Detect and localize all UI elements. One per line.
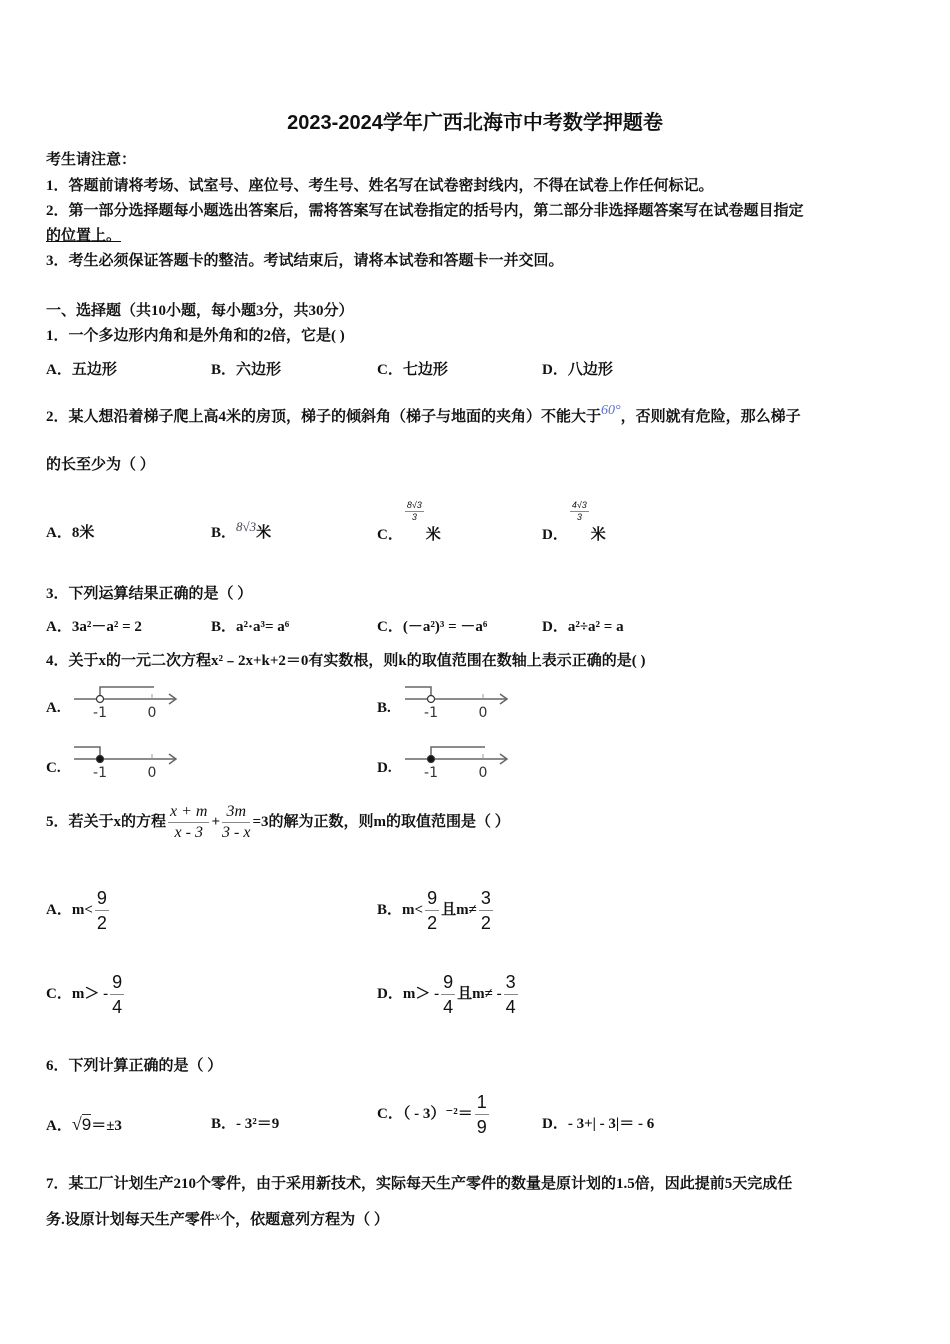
- numerator: 9: [110, 970, 124, 995]
- option-text: 且m≠: [441, 901, 477, 918]
- denominator: 2: [96, 913, 107, 933]
- range-bracket: [74, 747, 100, 759]
- q5-option-c: [46, 970, 126, 1019]
- option-label: A．: [46, 525, 72, 541]
- q3-option-b: B．a²·a³= a⁶: [211, 619, 290, 635]
- open-point: [428, 696, 435, 703]
- q4-stem: 4．关于x的一元二次方程x²﹣2x+k+2＝0有实数根，则k的取值范围在数轴上表示正确的是( ): [46, 653, 646, 669]
- option-label: B．: [211, 525, 237, 541]
- fraction: [95, 886, 109, 935]
- tick-label: -1: [93, 705, 107, 721]
- open-point: [97, 696, 104, 703]
- denominator: 9: [476, 1117, 487, 1137]
- q2-option-d: [542, 500, 606, 543]
- fraction-3m: [222, 802, 250, 843]
- number-line: [72, 683, 182, 723]
- number-line: [403, 683, 513, 723]
- numerator: 1: [475, 1090, 489, 1115]
- q7-text: 个，依题意列方程为（ ）: [220, 1212, 389, 1228]
- tick-label: 0: [147, 705, 157, 721]
- fraction: [504, 970, 518, 1019]
- section-heading: 一、选择题（共10小题，每小题3分，共30分）: [46, 303, 354, 319]
- unit: 米: [425, 527, 441, 543]
- q2-stem-a: 2．某人想沿着梯子爬上高4米的房顶，梯子的倾斜角（梯子与地面的夹角）不能大于: [46, 409, 602, 425]
- numerator: 8√3: [406, 500, 422, 510]
- numerator: 3: [479, 886, 493, 911]
- q1-option-d: D．八边形: [542, 362, 613, 378]
- closed-point: [428, 756, 435, 763]
- fraction: [570, 500, 589, 523]
- numerator: 9: [441, 970, 455, 995]
- q5-option-a: [46, 886, 111, 935]
- tick-label: -1: [424, 705, 438, 721]
- denominator: 4: [443, 997, 454, 1017]
- notice-item: 1．答题前请将考场、试室号、座位号、考生号、姓名写在试卷密封线内，不得在试卷上作任何标记。: [46, 178, 714, 194]
- q2-stem-b: ，否则就有危险，那么梯子: [620, 409, 801, 425]
- q1-option-b: B．六边形: [211, 362, 282, 378]
- denominator: 4: [505, 997, 516, 1017]
- tick-label: 0: [478, 765, 488, 781]
- numerator: 3m: [222, 802, 250, 823]
- closed-point: [97, 756, 104, 763]
- range-bracket: [405, 687, 431, 699]
- denominator: 3: [411, 512, 417, 522]
- q6-option-a: [46, 1114, 122, 1136]
- q1-option-c: C．七边形: [377, 362, 448, 378]
- numerator: 4√3: [571, 500, 587, 510]
- sqrt-icon: √: [71, 1114, 82, 1134]
- math-8sqrt3: 8√3: [236, 519, 257, 534]
- q3-option-a: A．3a²－a² = 2: [46, 619, 142, 635]
- page-title: 2023-2024学年广西北海市中考数学押题卷: [287, 112, 663, 134]
- option-text: 8米: [71, 525, 95, 541]
- denominator: 2: [480, 913, 491, 933]
- tick-label: 0: [147, 765, 157, 781]
- q7-stem-line1: 7．某工厂计划生产210个零件，由于采用新技术，实际每天生产零件的数量是原计划的1.5倍，因此提前5天完成任: [46, 1176, 793, 1192]
- fraction-x-plus-m: [168, 802, 209, 843]
- q3-option-c: C．(－a²)³ = －a⁶: [377, 619, 488, 635]
- fraction: [425, 886, 439, 935]
- numerator: x + m: [168, 802, 209, 823]
- q4-option-label: B.: [377, 700, 391, 716]
- denominator: 4: [112, 997, 123, 1017]
- q6-option-d: D．- 3+| - 3|＝ - 6: [542, 1116, 655, 1132]
- q2-option-b: [211, 519, 272, 543]
- unit: 米: [590, 527, 606, 543]
- q2-option-c: [377, 500, 441, 543]
- q5-option-d: [377, 970, 520, 1019]
- q5-stem: [46, 802, 510, 843]
- notice-item: 的位置上。: [46, 228, 122, 244]
- q6-stem: 6．下列计算正确的是（ ）: [46, 1058, 223, 1074]
- numerator: 9: [425, 886, 439, 911]
- q5-stem-b: =3的解为正数，则m的取值范围是（ ）: [252, 813, 510, 830]
- fraction: [405, 500, 424, 523]
- notice-heading: 考生请注意：: [46, 152, 137, 168]
- option-text: 且m≠ -: [457, 985, 502, 1002]
- q3-stem: 3．下列运算结果正确的是（ ）: [46, 586, 253, 602]
- q5-option-b: [377, 886, 495, 935]
- q3-option-d: D．a²÷a² = a: [542, 619, 624, 635]
- unit: 米: [256, 525, 272, 541]
- numerator: 9: [95, 886, 109, 911]
- denominator: 2: [427, 913, 438, 933]
- option-text: ＝±3: [91, 1118, 122, 1134]
- range-bracket: [431, 747, 485, 759]
- q2-stem-line2: 的长至少为（ ）: [46, 457, 155, 473]
- tick-label: -1: [93, 765, 107, 781]
- fraction: [479, 886, 493, 935]
- q4-option-label: C.: [46, 760, 61, 776]
- fraction: [110, 970, 124, 1019]
- denominator: 3: [576, 512, 582, 522]
- option-label: A．: [46, 1118, 72, 1134]
- q2-stem: [46, 403, 801, 428]
- denominator: 3 - x: [222, 824, 251, 841]
- option-label: D．: [542, 527, 568, 543]
- number-line: [403, 743, 513, 783]
- option-label: B．m<: [377, 901, 424, 918]
- number-line: [72, 743, 182, 783]
- notice-item: 3．考生必须保证答题卡的整洁。考试结束后，请将本试卷和答题卡一并交回。: [46, 253, 564, 269]
- tick-label: 0: [478, 705, 488, 721]
- option-label: D．m＞ -: [377, 985, 440, 1002]
- q1-stem: 1．一个多边形内角和是外角和的2倍，它是( ): [46, 328, 345, 344]
- angle-60: 60°: [601, 403, 621, 418]
- q1-option-a: A．五边形: [46, 362, 117, 378]
- q6-option-c: [377, 1090, 491, 1139]
- q4-option-label: D.: [377, 760, 392, 776]
- option-label: C．（ - 3）⁻²＝: [377, 1105, 473, 1122]
- option-label: C．: [377, 527, 403, 543]
- fraction: [441, 970, 455, 1019]
- q6-option-b: B．- 3²＝9: [211, 1116, 280, 1132]
- plus-sign: +: [211, 813, 221, 830]
- option-label: C．m＞ -: [46, 985, 109, 1002]
- option-label: A．m<: [46, 901, 93, 918]
- notice-item: 2．第一部分选择题每小题选出答案后，需将答案写在试卷指定的括号内，第二部分非选择题答案写在试卷题目指定: [46, 203, 804, 219]
- tick-label: -1: [424, 765, 438, 781]
- q7-text: 务.设原计划每天生产零件: [46, 1212, 215, 1228]
- radicand: 9: [81, 1115, 92, 1134]
- q4-option-label: A.: [46, 700, 61, 716]
- denominator: x - 3: [174, 824, 203, 841]
- q7-stem-line2: [46, 1210, 389, 1230]
- q2-option-a: [46, 523, 94, 543]
- range-bracket: [100, 687, 154, 699]
- fraction: [475, 1090, 489, 1139]
- q5-stem-a: 5．若关于x的方程: [46, 813, 167, 830]
- numerator: 3: [504, 970, 518, 995]
- variable-x: x: [214, 1209, 221, 1223]
